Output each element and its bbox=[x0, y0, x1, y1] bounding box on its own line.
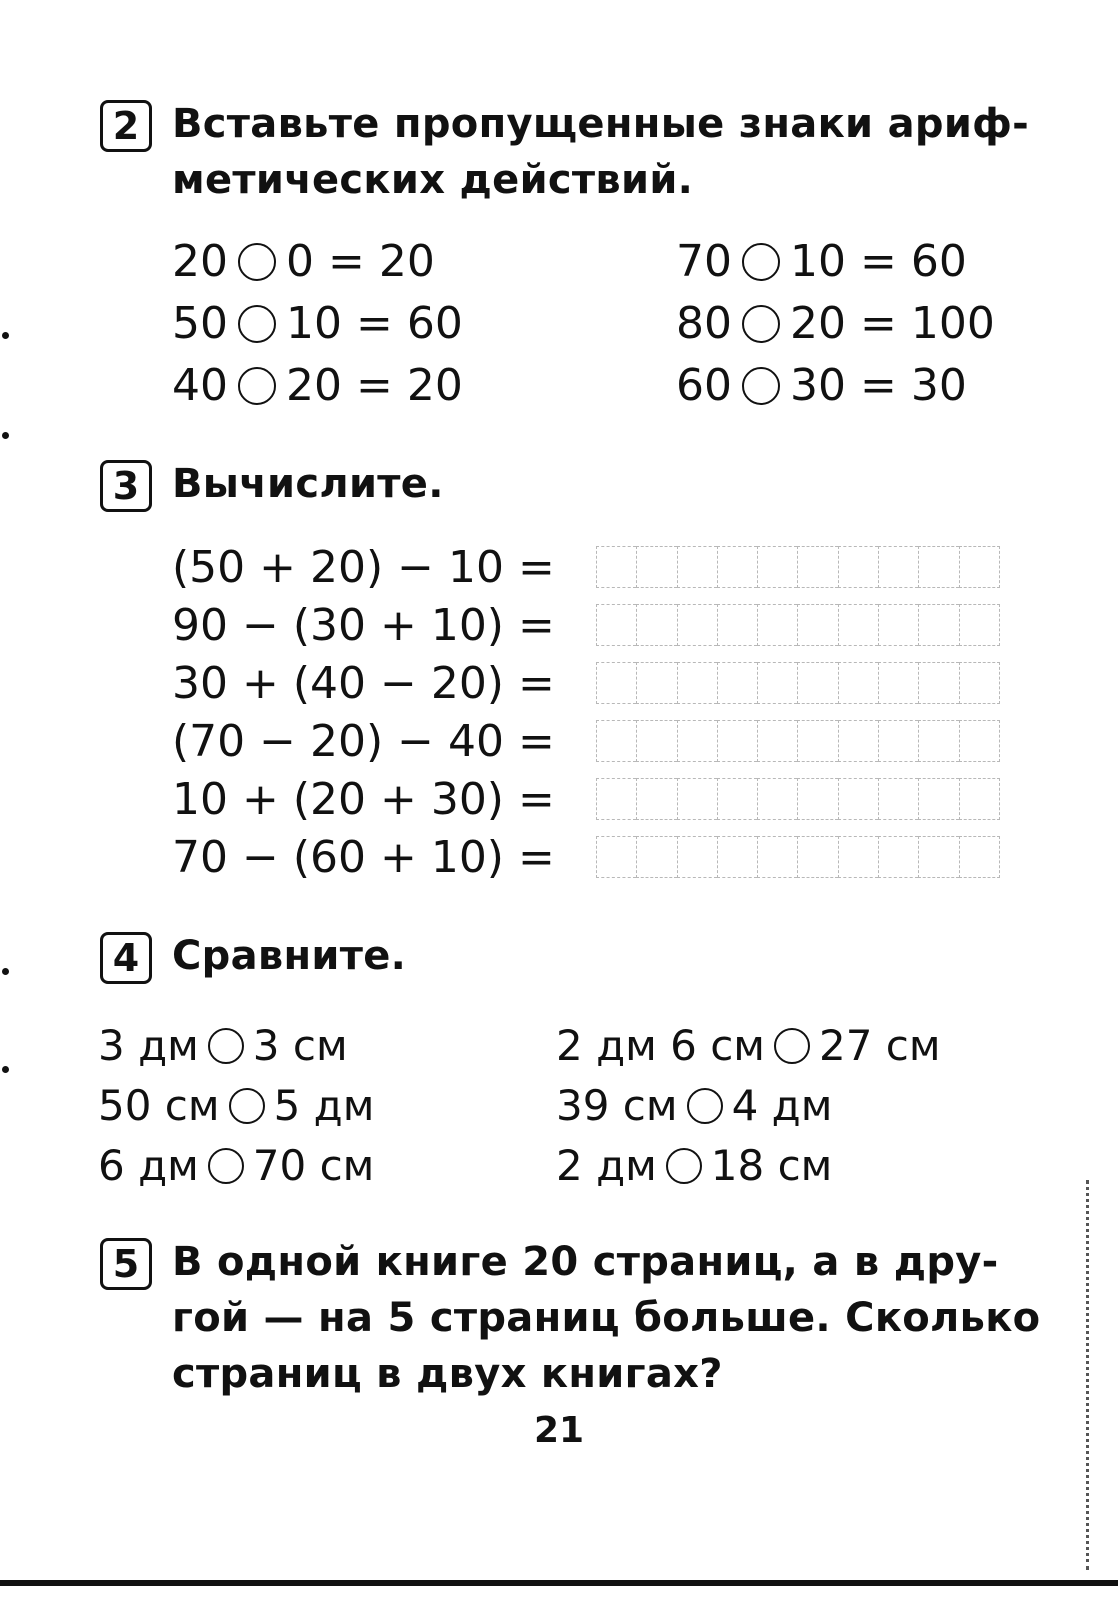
answer-cells-4[interactable] bbox=[596, 720, 1000, 762]
quantity: 2 дм bbox=[556, 1141, 657, 1190]
answer-cells-6[interactable] bbox=[596, 836, 1000, 878]
task-4-number: 4 bbox=[100, 932, 152, 984]
task-3-expression-3: 30 + (40 − 20) = bbox=[172, 658, 555, 709]
task-2-left-row-1 bbox=[172, 232, 435, 292]
task-4-right-row-3 bbox=[556, 1136, 832, 1196]
task-4-left-row-2 bbox=[98, 1076, 374, 1136]
operand: 70 bbox=[676, 236, 732, 287]
task-2-left-row-2 bbox=[172, 294, 463, 354]
binding-edge-mark bbox=[1086, 1180, 1095, 1570]
task-5-text-line-2: гой — на 5 страниц больше. Сколько bbox=[172, 1295, 1041, 1341]
task-5-text-line-3: страниц в двух книгах? bbox=[172, 1351, 723, 1397]
task-2-title-line-1: Вставьте пропущенные знаки ариф- bbox=[172, 101, 1030, 147]
task-2-right-row-1 bbox=[676, 232, 967, 292]
quantity: 5 дм bbox=[273, 1081, 375, 1130]
sign-circle[interactable] bbox=[238, 305, 276, 343]
operand-result: 20 = 100 bbox=[790, 298, 995, 349]
task-5-text-line-1: В одной книге 20 страниц, а в дру- bbox=[172, 1239, 999, 1285]
operand-result: 20 = 20 bbox=[286, 360, 463, 411]
task-2-title-line-2: метических действий. bbox=[172, 157, 694, 203]
task-2-right-row-3 bbox=[676, 356, 967, 416]
compare-circle[interactable] bbox=[208, 1028, 244, 1064]
quantity: 27 см bbox=[819, 1021, 941, 1070]
task-4-title: Сравните. bbox=[172, 933, 407, 979]
sign-circle[interactable] bbox=[742, 305, 780, 343]
compare-circle[interactable] bbox=[666, 1148, 702, 1184]
operand-result: 30 = 30 bbox=[790, 360, 967, 411]
operand: 40 bbox=[172, 360, 228, 411]
operand: 20 bbox=[172, 236, 228, 287]
task-3-expression-2: 90 − (30 + 10) = bbox=[172, 600, 555, 651]
operand-result: 10 = 60 bbox=[790, 236, 967, 287]
quantity: 70 см bbox=[252, 1141, 375, 1190]
quantity: 50 см bbox=[98, 1081, 220, 1130]
page-number: 21 bbox=[533, 1410, 585, 1451]
task-3-expression-6: 70 − (60 + 10) = bbox=[172, 832, 555, 883]
task-3-number: 3 bbox=[100, 460, 152, 512]
answer-cells-3[interactable] bbox=[596, 662, 1000, 704]
task-3-expression-5: 10 + (20 + 30) = bbox=[172, 774, 555, 825]
operand: 80 bbox=[676, 298, 732, 349]
answer-cells-5[interactable] bbox=[596, 778, 1000, 820]
quantity: 18 см bbox=[710, 1141, 833, 1190]
sign-circle[interactable] bbox=[742, 243, 780, 281]
operand: 50 bbox=[172, 298, 228, 349]
sign-circle[interactable] bbox=[742, 367, 780, 405]
task-5-number: 5 bbox=[100, 1238, 152, 1290]
compare-circle[interactable] bbox=[229, 1088, 265, 1124]
sign-circle[interactable] bbox=[238, 367, 276, 405]
answer-cells-2[interactable] bbox=[596, 604, 1000, 646]
task-2-right-row-2 bbox=[676, 294, 995, 354]
quantity: 4 дм bbox=[731, 1081, 833, 1130]
task-2-left-row-3 bbox=[172, 356, 463, 416]
operand-result: 10 = 60 bbox=[286, 298, 463, 349]
task-3-expression-1: (50 + 20) − 10 = bbox=[172, 542, 555, 593]
quantity: 39 см bbox=[556, 1081, 678, 1130]
operand-result: 0 = 20 bbox=[286, 236, 435, 287]
task-2-number: 2 bbox=[100, 100, 152, 152]
quantity: 6 дм bbox=[98, 1141, 199, 1190]
compare-circle[interactable] bbox=[208, 1148, 244, 1184]
task-4-left-row-3 bbox=[98, 1136, 374, 1196]
answer-cells-1[interactable] bbox=[596, 546, 1000, 588]
task-3-title: Вычислите. bbox=[172, 461, 444, 507]
bottom-rule bbox=[0, 1580, 1118, 1586]
task-4-left-row-1 bbox=[98, 1016, 348, 1076]
sign-circle[interactable] bbox=[238, 243, 276, 281]
task-4-right-row-2 bbox=[556, 1076, 832, 1136]
scan-dot bbox=[2, 968, 9, 975]
quantity: 2 дм 6 см bbox=[556, 1021, 765, 1070]
compare-circle[interactable] bbox=[687, 1088, 723, 1124]
quantity: 3 см bbox=[252, 1021, 348, 1070]
scan-dot bbox=[2, 332, 9, 339]
scan-dot bbox=[2, 432, 9, 439]
scan-dot bbox=[2, 1066, 9, 1073]
quantity: 3 дм bbox=[98, 1021, 199, 1070]
task-3-expression-4: (70 − 20) − 40 = bbox=[172, 716, 555, 767]
task-4-right-row-1 bbox=[556, 1016, 941, 1076]
operand: 60 bbox=[676, 360, 732, 411]
compare-circle[interactable] bbox=[774, 1028, 810, 1064]
